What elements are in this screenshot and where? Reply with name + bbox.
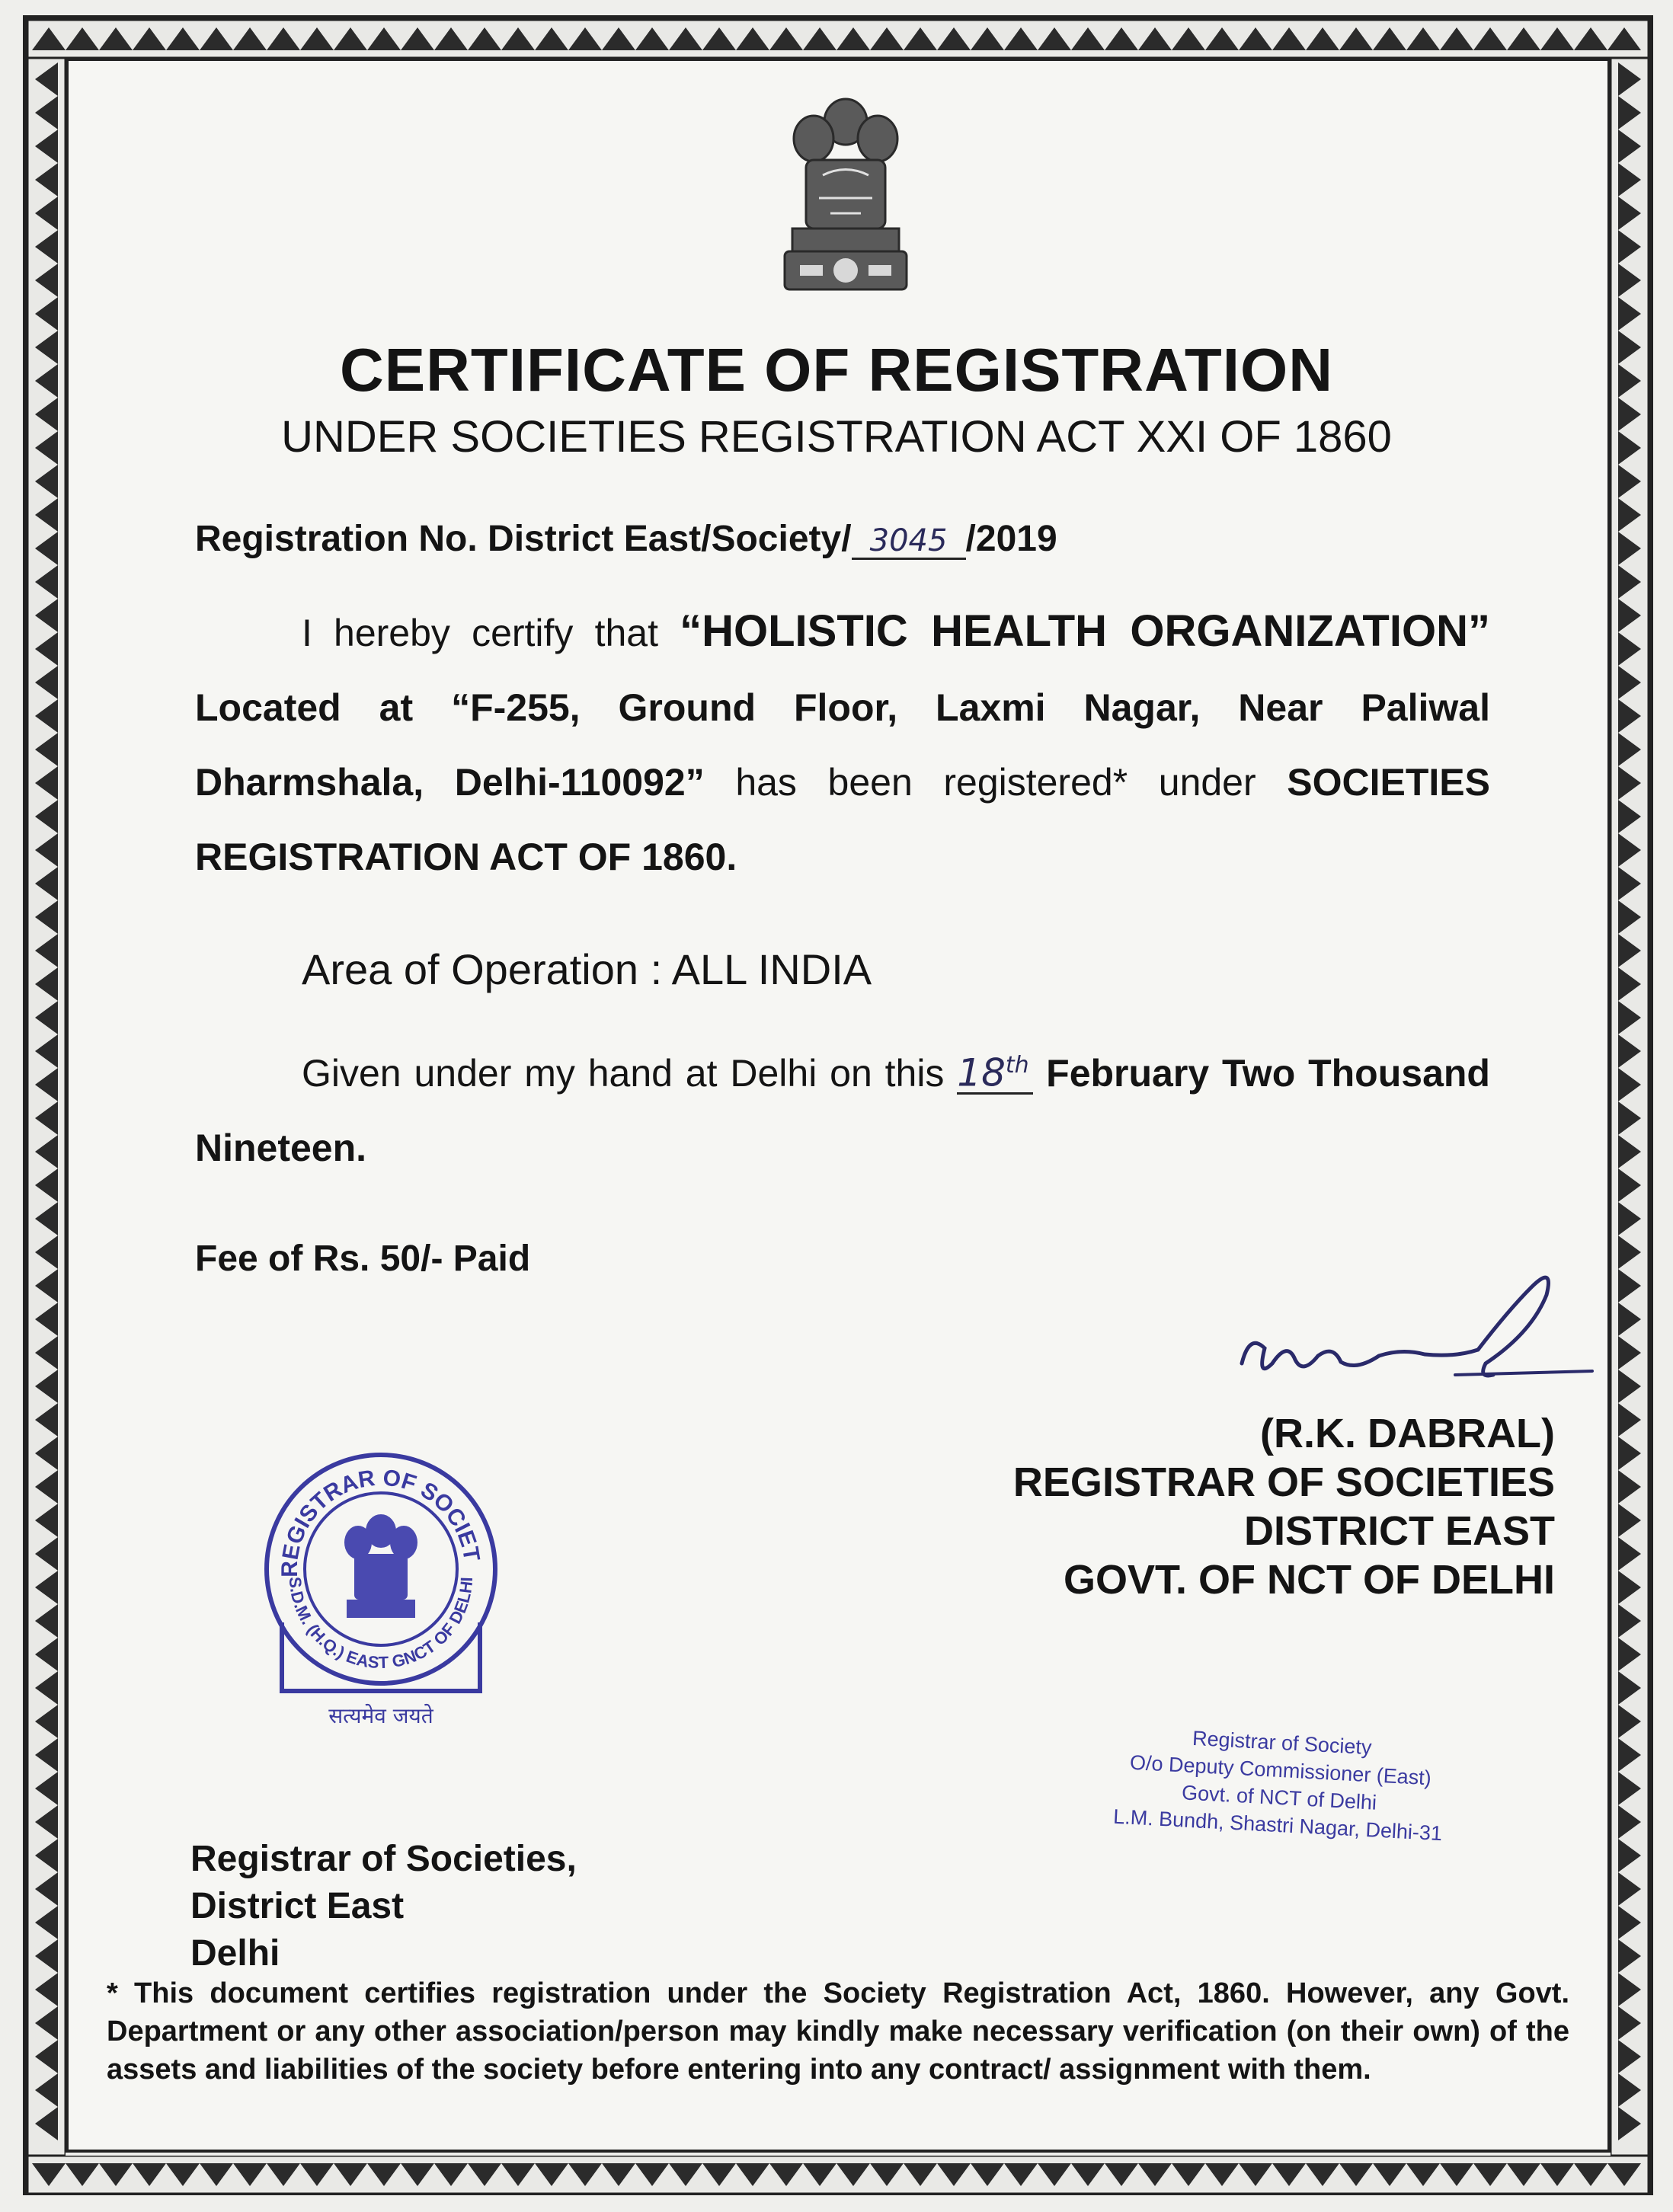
registration-prefix: Registration No. District East/Society/ [195, 519, 852, 559]
certify-lead: I hereby certify that [302, 612, 658, 654]
signatory-govt: GOVT. OF NCT OF DELHI [1064, 1557, 1555, 1603]
organization-address: “F-255, Ground Floor, Laxmi Nagar, Near Paliwal Dharmshala, Delhi-110092” [195, 686, 1490, 804]
border-top-band [27, 20, 1649, 58]
seal-ring-top-text: REGISTRAR OF SOCIET [277, 1465, 485, 1577]
registration-handwritten-number: 3045 [852, 524, 966, 560]
given-month-year: February Two Thousand Nineteen. [195, 1052, 1490, 1169]
footnote-disclaimer: * This document certifies registration under the Society Registration Act, 1860. However, any Govt. Department or any other association/person may kindly make necessary verification (on their own) of the assets and liabilities of the society before entering into any contract/ assignment with them. [107, 1977, 1569, 2086]
national-emblem-icon [769, 91, 922, 297]
registered-under-text: has been registered* under [735, 761, 1256, 804]
given-lead: Given under my hand at Delhi on this [302, 1052, 945, 1095]
given-day-number: 18 [957, 1051, 1006, 1095]
given-day-suffix: th [1005, 1052, 1029, 1079]
stamp-line-1: Registrar of Society [1192, 1726, 1373, 1760]
registrar-address-line-3: Delhi [190, 1933, 280, 1974]
stamp-line-3: Govt. of NCT of Delhi [1181, 1781, 1377, 1814]
certificate-title: CERTIFICATE OF REGISTRATION [340, 336, 1333, 404]
registrar-address [190, 1836, 577, 1977]
certification-paragraph [195, 594, 1490, 894]
stamp-line-4: L.M. Bundh, Shastri Nagar, Delhi-31 [1112, 1804, 1443, 1846]
registrar-address-line-2: District East [190, 1886, 405, 1926]
signature-image [1227, 1264, 1607, 1417]
stamp-line-2: O/o Deputy Commissioner (East) [1129, 1750, 1432, 1790]
registrar-rubber-stamp [1080, 1718, 1481, 1849]
act-name: SOCIETIES REGISTRATION ACT OF 1860. [195, 761, 1490, 878]
fee-paid: Fee of Rs. 50/- Paid [195, 1239, 531, 1279]
registrar-address-line-1: Registrar of Societies, [190, 1839, 577, 1879]
border-bottom-band [27, 2156, 1649, 2194]
seal-base-text: सत्यमेव जयते [328, 1703, 433, 1728]
seal-ring-bottom-text: S.D.M. (H.Q.) EAST GNCT OF DELHI [285, 1576, 477, 1673]
given-under-hand [195, 1036, 1490, 1185]
signatory-name: (R.K. DABRAL) [1260, 1411, 1555, 1456]
signatory-district: DISTRICT EAST [1243, 1508, 1555, 1554]
certificate-subtitle: UNDER SOCIETIES REGISTRATION ACT XXI OF 1860 [281, 412, 1392, 462]
given-day [957, 1047, 1033, 1095]
signatory-designation: REGISTRAR OF SOCIETIES [1012, 1459, 1555, 1505]
signatory-block [1013, 1409, 1555, 1604]
organization-name: “HOLISTIC HEALTH ORGANIZATION” [680, 606, 1490, 656]
located-at-label: Located at [195, 686, 414, 729]
registration-suffix: /2019 [965, 519, 1057, 559]
registrar-seal [251, 1440, 510, 1744]
area-of-operation: Area of Operation : ALL INDIA [302, 945, 872, 993]
registration-number [195, 518, 1057, 560]
